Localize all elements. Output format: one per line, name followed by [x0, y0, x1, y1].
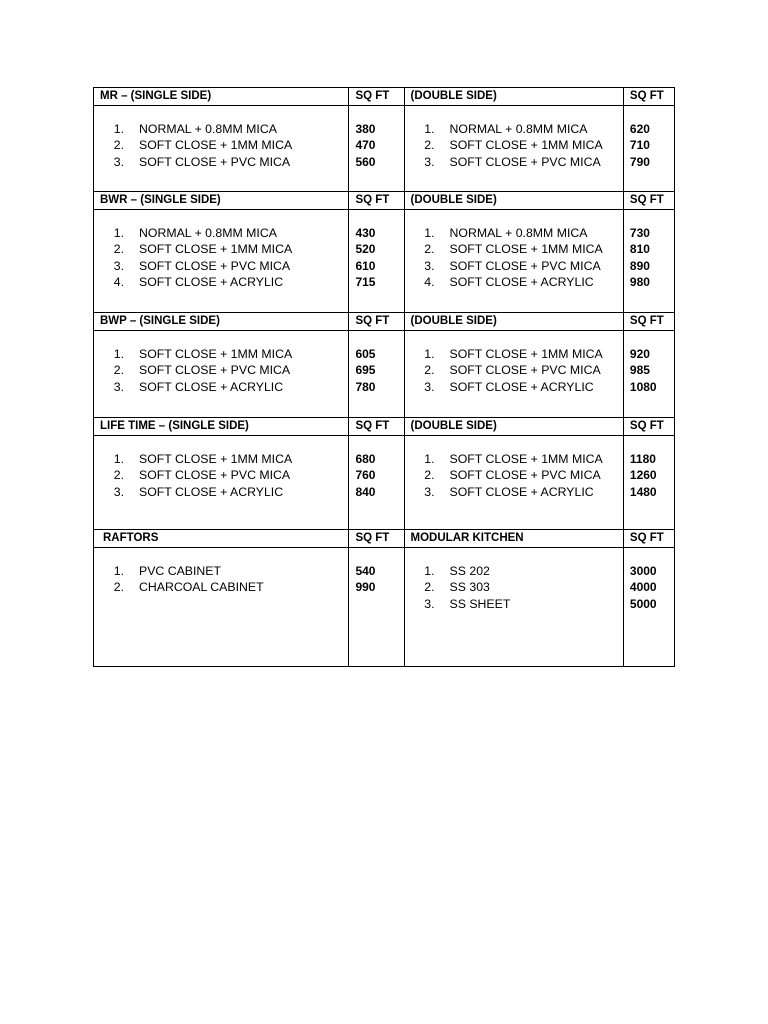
list-item	[405, 563, 623, 579]
list-item	[94, 379, 348, 395]
left-items-cell	[94, 436, 349, 530]
left-section-title-cell	[94, 313, 349, 331]
right-prices-cell	[623, 331, 674, 418]
item-price: 695	[355, 363, 376, 378]
item-label: SOFT CLOSE + PVC MICA	[139, 363, 291, 378]
item-label: SOFT CLOSE + ACRYLIC	[449, 379, 594, 394]
item-price: 920	[629, 347, 650, 361]
item-number: 2.	[113, 580, 124, 595]
item-label: SOFT CLOSE + ACRYLIC	[139, 379, 284, 394]
right-item-list	[405, 563, 623, 612]
item-label: NORMAL + 0.8MM MICA	[139, 226, 277, 240]
right-unit-cell	[623, 530, 674, 548]
left-items-cell	[94, 210, 349, 313]
item-label: SOFT CLOSE + PVC MICA	[449, 363, 601, 378]
item-number: 3.	[424, 596, 435, 611]
left-item-list	[94, 121, 348, 170]
list-item	[94, 225, 348, 241]
item-price: 715	[355, 275, 376, 290]
item-label: NORMAL + 0.8MM MICA	[449, 122, 588, 136]
list-item	[405, 258, 623, 274]
left-item-list	[94, 563, 348, 596]
item-price: 540	[355, 564, 376, 578]
left-section-title: BWR – (SINGLE SIDE)	[100, 194, 221, 206]
item-number: 4.	[113, 275, 124, 290]
item-label: SOFT CLOSE + ACRYLIC	[139, 484, 284, 499]
left-unit-label: SQ FT	[355, 420, 390, 432]
item-price: 840	[355, 484, 376, 499]
left-unit-cell	[349, 88, 404, 106]
item-number: 2.	[113, 138, 124, 153]
item-number: 1.	[113, 452, 124, 466]
item-label: SOFT CLOSE + 1MM MICA	[139, 242, 293, 257]
right-unit-label: SQ FT	[629, 420, 664, 432]
item-number: 1.	[113, 122, 124, 136]
item-label: SOFT CLOSE + 1MM MICA	[139, 452, 293, 466]
left-unit-label: SQ FT	[355, 532, 390, 544]
item-price: 1260	[629, 468, 657, 483]
right-items-cell	[404, 210, 623, 313]
item-label: SOFT CLOSE + 1MM MICA	[449, 347, 603, 361]
list-item	[94, 258, 348, 274]
right-items-cell	[404, 436, 623, 530]
item-price: 780	[355, 379, 376, 394]
left-unit-cell	[349, 313, 404, 331]
item-price: 560	[355, 154, 376, 169]
right-price-list	[624, 451, 674, 500]
item-label: SOFT CLOSE + ACRYLIC	[449, 484, 594, 499]
right-unit-cell	[623, 192, 674, 210]
list-item	[94, 137, 348, 153]
item-number: 3.	[113, 379, 124, 394]
left-section-title: LIFE TIME – (SINGLE SIDE)	[100, 420, 249, 432]
item-number: 2.	[424, 138, 435, 153]
right-price-list	[624, 225, 674, 291]
item-number: 2.	[113, 468, 124, 483]
right-section-title: (DOUBLE SIDE)	[410, 194, 497, 206]
item-number: 3.	[113, 154, 124, 169]
section-header-row	[94, 192, 675, 210]
item-price: 730	[629, 226, 650, 240]
section-body-row	[94, 548, 675, 667]
left-items-cell	[94, 331, 349, 418]
right-price-list	[624, 121, 674, 170]
item-label: SOFT CLOSE + 1MM MICA	[139, 347, 293, 361]
left-prices-cell	[349, 436, 404, 530]
list-item	[405, 274, 623, 290]
item-price: 520	[355, 242, 376, 257]
item-price: 985	[629, 363, 650, 378]
list-item	[94, 467, 348, 483]
left-section-title-cell	[94, 530, 349, 548]
left-price-list	[349, 121, 403, 170]
right-item-list	[405, 346, 623, 395]
price-table	[93, 87, 675, 667]
item-price: 1480	[629, 484, 657, 499]
list-item	[405, 484, 623, 500]
item-label: NORMAL + 0.8MM MICA	[449, 226, 588, 240]
item-label: SS 202	[449, 564, 490, 578]
item-price: 990	[355, 580, 376, 595]
item-price: 5000	[629, 596, 657, 611]
item-label: SOFT CLOSE + 1MM MICA	[139, 138, 293, 153]
section-body-row	[94, 331, 675, 418]
list-item	[405, 579, 623, 595]
item-label: SOFT CLOSE + 1MM MICA	[449, 452, 603, 466]
list-item	[94, 451, 348, 467]
item-number: 4.	[424, 275, 435, 290]
item-number: 3.	[424, 484, 435, 499]
item-price: 3000	[629, 564, 657, 578]
right-section-title-cell	[404, 192, 623, 210]
item-number: 1.	[424, 564, 435, 578]
item-number: 3.	[424, 258, 435, 273]
item-number: 3.	[424, 379, 435, 394]
left-section-title-cell	[94, 88, 349, 106]
item-label: SS SHEET	[449, 596, 511, 611]
item-number: 2.	[424, 363, 435, 378]
item-price: 760	[355, 468, 376, 483]
right-price-list	[624, 346, 674, 395]
left-item-list	[94, 346, 348, 395]
right-unit-label: SQ FT	[629, 194, 664, 206]
right-item-list	[405, 121, 623, 170]
left-unit-cell	[349, 530, 404, 548]
section-body-row	[94, 436, 675, 530]
item-label: SOFT CLOSE + 1MM MICA	[449, 242, 603, 257]
list-item	[94, 154, 348, 170]
right-price-list	[624, 563, 674, 612]
item-label: SOFT CLOSE + PVC MICA	[449, 468, 601, 483]
right-section-title: (DOUBLE SIDE)	[410, 90, 497, 102]
list-item	[405, 362, 623, 378]
list-item	[405, 121, 623, 137]
left-prices-cell	[349, 548, 404, 667]
section-header-row	[94, 530, 675, 548]
list-item	[405, 225, 623, 241]
item-price: 430	[355, 226, 376, 240]
left-section-title: BWP – (SINGLE SIDE)	[100, 315, 220, 327]
right-unit-label: SQ FT	[629, 90, 664, 102]
item-number: 1.	[113, 226, 124, 240]
right-unit-label: SQ FT	[629, 532, 664, 544]
list-item	[94, 362, 348, 378]
item-number: 1.	[424, 347, 435, 361]
left-price-list	[349, 225, 403, 291]
left-unit-label: SQ FT	[355, 194, 390, 206]
item-price: 790	[629, 154, 650, 169]
list-item	[405, 596, 623, 612]
right-prices-cell	[623, 548, 674, 667]
item-price: 610	[355, 258, 376, 273]
item-price: 380	[355, 122, 376, 136]
right-item-list	[405, 225, 623, 291]
left-prices-cell	[349, 210, 404, 313]
left-unit-cell	[349, 418, 404, 436]
item-number: 2.	[113, 242, 124, 257]
right-items-cell	[404, 106, 623, 192]
section-header-row	[94, 418, 675, 436]
item-price: 620	[629, 122, 650, 136]
item-number: 3.	[113, 484, 124, 499]
left-item-list	[94, 225, 348, 291]
item-label: SOFT CLOSE + PVC MICA	[449, 154, 601, 169]
left-section-title-cell	[94, 418, 349, 436]
list-item	[94, 579, 348, 595]
left-unit-label: SQ FT	[355, 315, 390, 327]
list-item	[94, 241, 348, 257]
left-price-list	[349, 451, 403, 500]
list-item	[94, 563, 348, 579]
item-label: SOFT CLOSE + ACRYLIC	[139, 275, 284, 290]
item-label: SOFT CLOSE + PVC MICA	[139, 154, 291, 169]
item-label: SS 303	[449, 580, 490, 595]
right-section-title-cell	[404, 88, 623, 106]
item-number: 2.	[424, 242, 435, 257]
item-number: 1.	[113, 564, 124, 578]
item-price: 980	[629, 275, 650, 290]
item-price: 710	[629, 138, 650, 153]
item-number: 2.	[424, 580, 435, 595]
item-number: 1.	[424, 226, 435, 240]
item-label: PVC CABINET	[139, 564, 221, 578]
left-items-cell	[94, 548, 349, 667]
right-prices-cell	[623, 436, 674, 530]
list-item	[405, 241, 623, 257]
list-item	[94, 121, 348, 137]
item-label: SOFT CLOSE + 1MM MICA	[449, 138, 603, 153]
right-unit-cell	[623, 88, 674, 106]
item-label: SOFT CLOSE + PVC MICA	[449, 258, 601, 273]
item-label: SOFT CLOSE + PVC MICA	[139, 468, 291, 483]
section-header-row	[94, 313, 675, 331]
left-section-title: RAFTORS	[103, 532, 159, 544]
item-label: NORMAL + 0.8MM MICA	[139, 122, 277, 136]
right-section-title-cell	[404, 530, 623, 548]
item-label: SOFT CLOSE + PVC MICA	[139, 258, 291, 273]
right-section-title-cell	[404, 313, 623, 331]
right-prices-cell	[623, 106, 674, 192]
list-item	[405, 451, 623, 467]
list-item	[405, 154, 623, 170]
item-price: 890	[629, 258, 650, 273]
item-price: 1080	[629, 379, 657, 394]
left-item-list	[94, 451, 348, 500]
right-item-list	[405, 451, 623, 500]
list-item	[405, 379, 623, 395]
left-section-title-cell	[94, 192, 349, 210]
left-prices-cell	[349, 106, 404, 192]
right-unit-cell	[623, 313, 674, 331]
list-item	[94, 346, 348, 362]
right-unit-label: SQ FT	[629, 315, 664, 327]
right-section-title: (DOUBLE SIDE)	[410, 315, 497, 327]
item-price: 810	[629, 242, 650, 257]
right-section-title: (DOUBLE SIDE)	[410, 420, 497, 432]
item-number: 2.	[424, 468, 435, 483]
item-number: 3.	[113, 258, 124, 273]
item-label: SOFT CLOSE + ACRYLIC	[449, 275, 594, 290]
left-section-title: MR – (SINGLE SIDE)	[100, 90, 212, 102]
left-prices-cell	[349, 331, 404, 418]
item-price: 605	[355, 347, 376, 361]
right-prices-cell	[623, 210, 674, 313]
left-price-list	[349, 346, 403, 395]
list-item	[94, 484, 348, 500]
right-items-cell	[404, 331, 623, 418]
item-price: 4000	[629, 580, 657, 595]
section-body-row	[94, 210, 675, 313]
item-number: 3.	[424, 154, 435, 169]
item-price: 470	[355, 138, 376, 153]
item-number: 1.	[424, 452, 435, 466]
list-item	[94, 274, 348, 290]
list-item	[405, 467, 623, 483]
left-price-list	[349, 563, 403, 596]
list-item	[405, 346, 623, 362]
item-number: 1.	[113, 347, 124, 361]
right-items-cell	[404, 548, 623, 667]
left-unit-label: SQ FT	[355, 90, 390, 102]
section-body-row	[94, 106, 675, 192]
item-label: CHARCOAL CABINET	[139, 580, 264, 595]
item-price: 1180	[629, 452, 656, 466]
left-items-cell	[94, 106, 349, 192]
item-number: 2.	[113, 363, 124, 378]
list-item	[405, 137, 623, 153]
section-header-row	[94, 88, 675, 106]
left-unit-cell	[349, 192, 404, 210]
right-unit-cell	[623, 418, 674, 436]
item-number: 1.	[424, 122, 435, 136]
right-section-title-cell	[404, 418, 623, 436]
right-section-title: MODULAR KITCHEN	[410, 532, 524, 544]
item-price: 680	[355, 452, 376, 466]
